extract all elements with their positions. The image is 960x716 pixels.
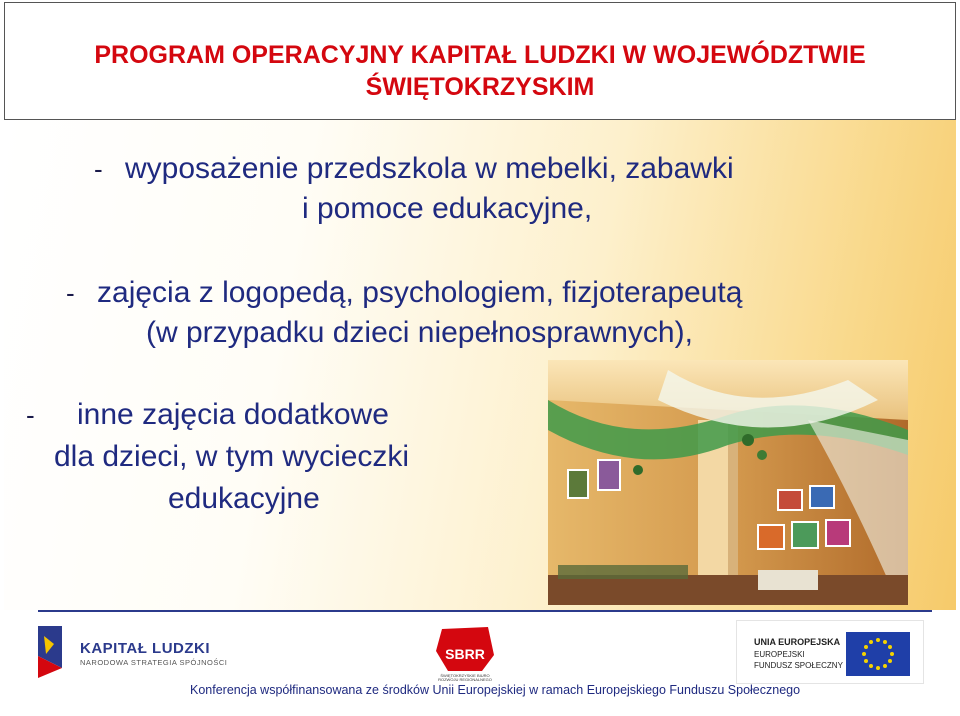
sbrr-subtitle-line-2: ROZWOJU REGIONALNEGO	[438, 677, 492, 682]
eu-label-line-2: EUROPEJSKI	[754, 650, 805, 659]
eu-flag-icon	[846, 632, 910, 676]
footer-cofinancing-note: Konferencja współfinansowana ze środków Unii Europejskiej w ramach Europejskiego Funduszu Społecznego	[190, 683, 801, 697]
bullet-2-line-1: zajęcia z logopedą, psychologiem, fizjoterapeutą	[97, 276, 743, 309]
bullet-item-2	[66, 274, 742, 312]
bullet-item-1	[94, 150, 734, 188]
eu-label-line-1: UNIA EUROPEJSKA	[754, 637, 841, 647]
sbrr-subtitle	[430, 674, 500, 682]
bullet-dash: -	[94, 154, 103, 184]
preschool-room-photo	[548, 360, 908, 605]
bullet-dash: -	[66, 278, 75, 308]
bullet-3-line-2: dla dzieci, w tym wycieczki	[54, 440, 410, 473]
bullet-1-line-2: i pomoce edukacyjne,	[302, 192, 593, 225]
kapital-ludzki-label: KAPITAŁ LUDZKI	[80, 640, 211, 657]
bullet-1-line-1: wyposażenie przedszkola w mebelki, zabawki	[125, 152, 734, 185]
bullet-item-3	[26, 396, 389, 434]
sbrr-logo-text: SBRR	[445, 646, 485, 662]
title-banner	[4, 2, 956, 120]
footer-divider	[38, 610, 932, 612]
photo-illustration	[548, 360, 908, 605]
bullet-2-line-2: (w przypadku dzieci niepełnosprawnych),	[146, 316, 693, 349]
title-line-2: ŚWIĘTOKRZYSKIM	[365, 73, 595, 101]
bullet-3-line-1: inne zajęcia dodatkowe	[77, 398, 389, 431]
kapital-ludzki-subtitle: NARODOWA STRATEGIA SPÓJNOŚCI	[80, 658, 228, 667]
title-line-1: PROGRAM OPERACYJNY KAPITAŁ LUDZKI W WOJEWÓDZTWIE	[94, 41, 866, 69]
sbrr-subtitle-line-1: ŚWIĘTOKRZYSKIE BIURO	[440, 673, 490, 678]
bullet-dash: -	[26, 400, 35, 430]
eu-label-line-3: FUNDUSZ SPOŁECZNY	[754, 661, 843, 670]
bullet-3-line-3: edukacyjne	[168, 482, 320, 515]
